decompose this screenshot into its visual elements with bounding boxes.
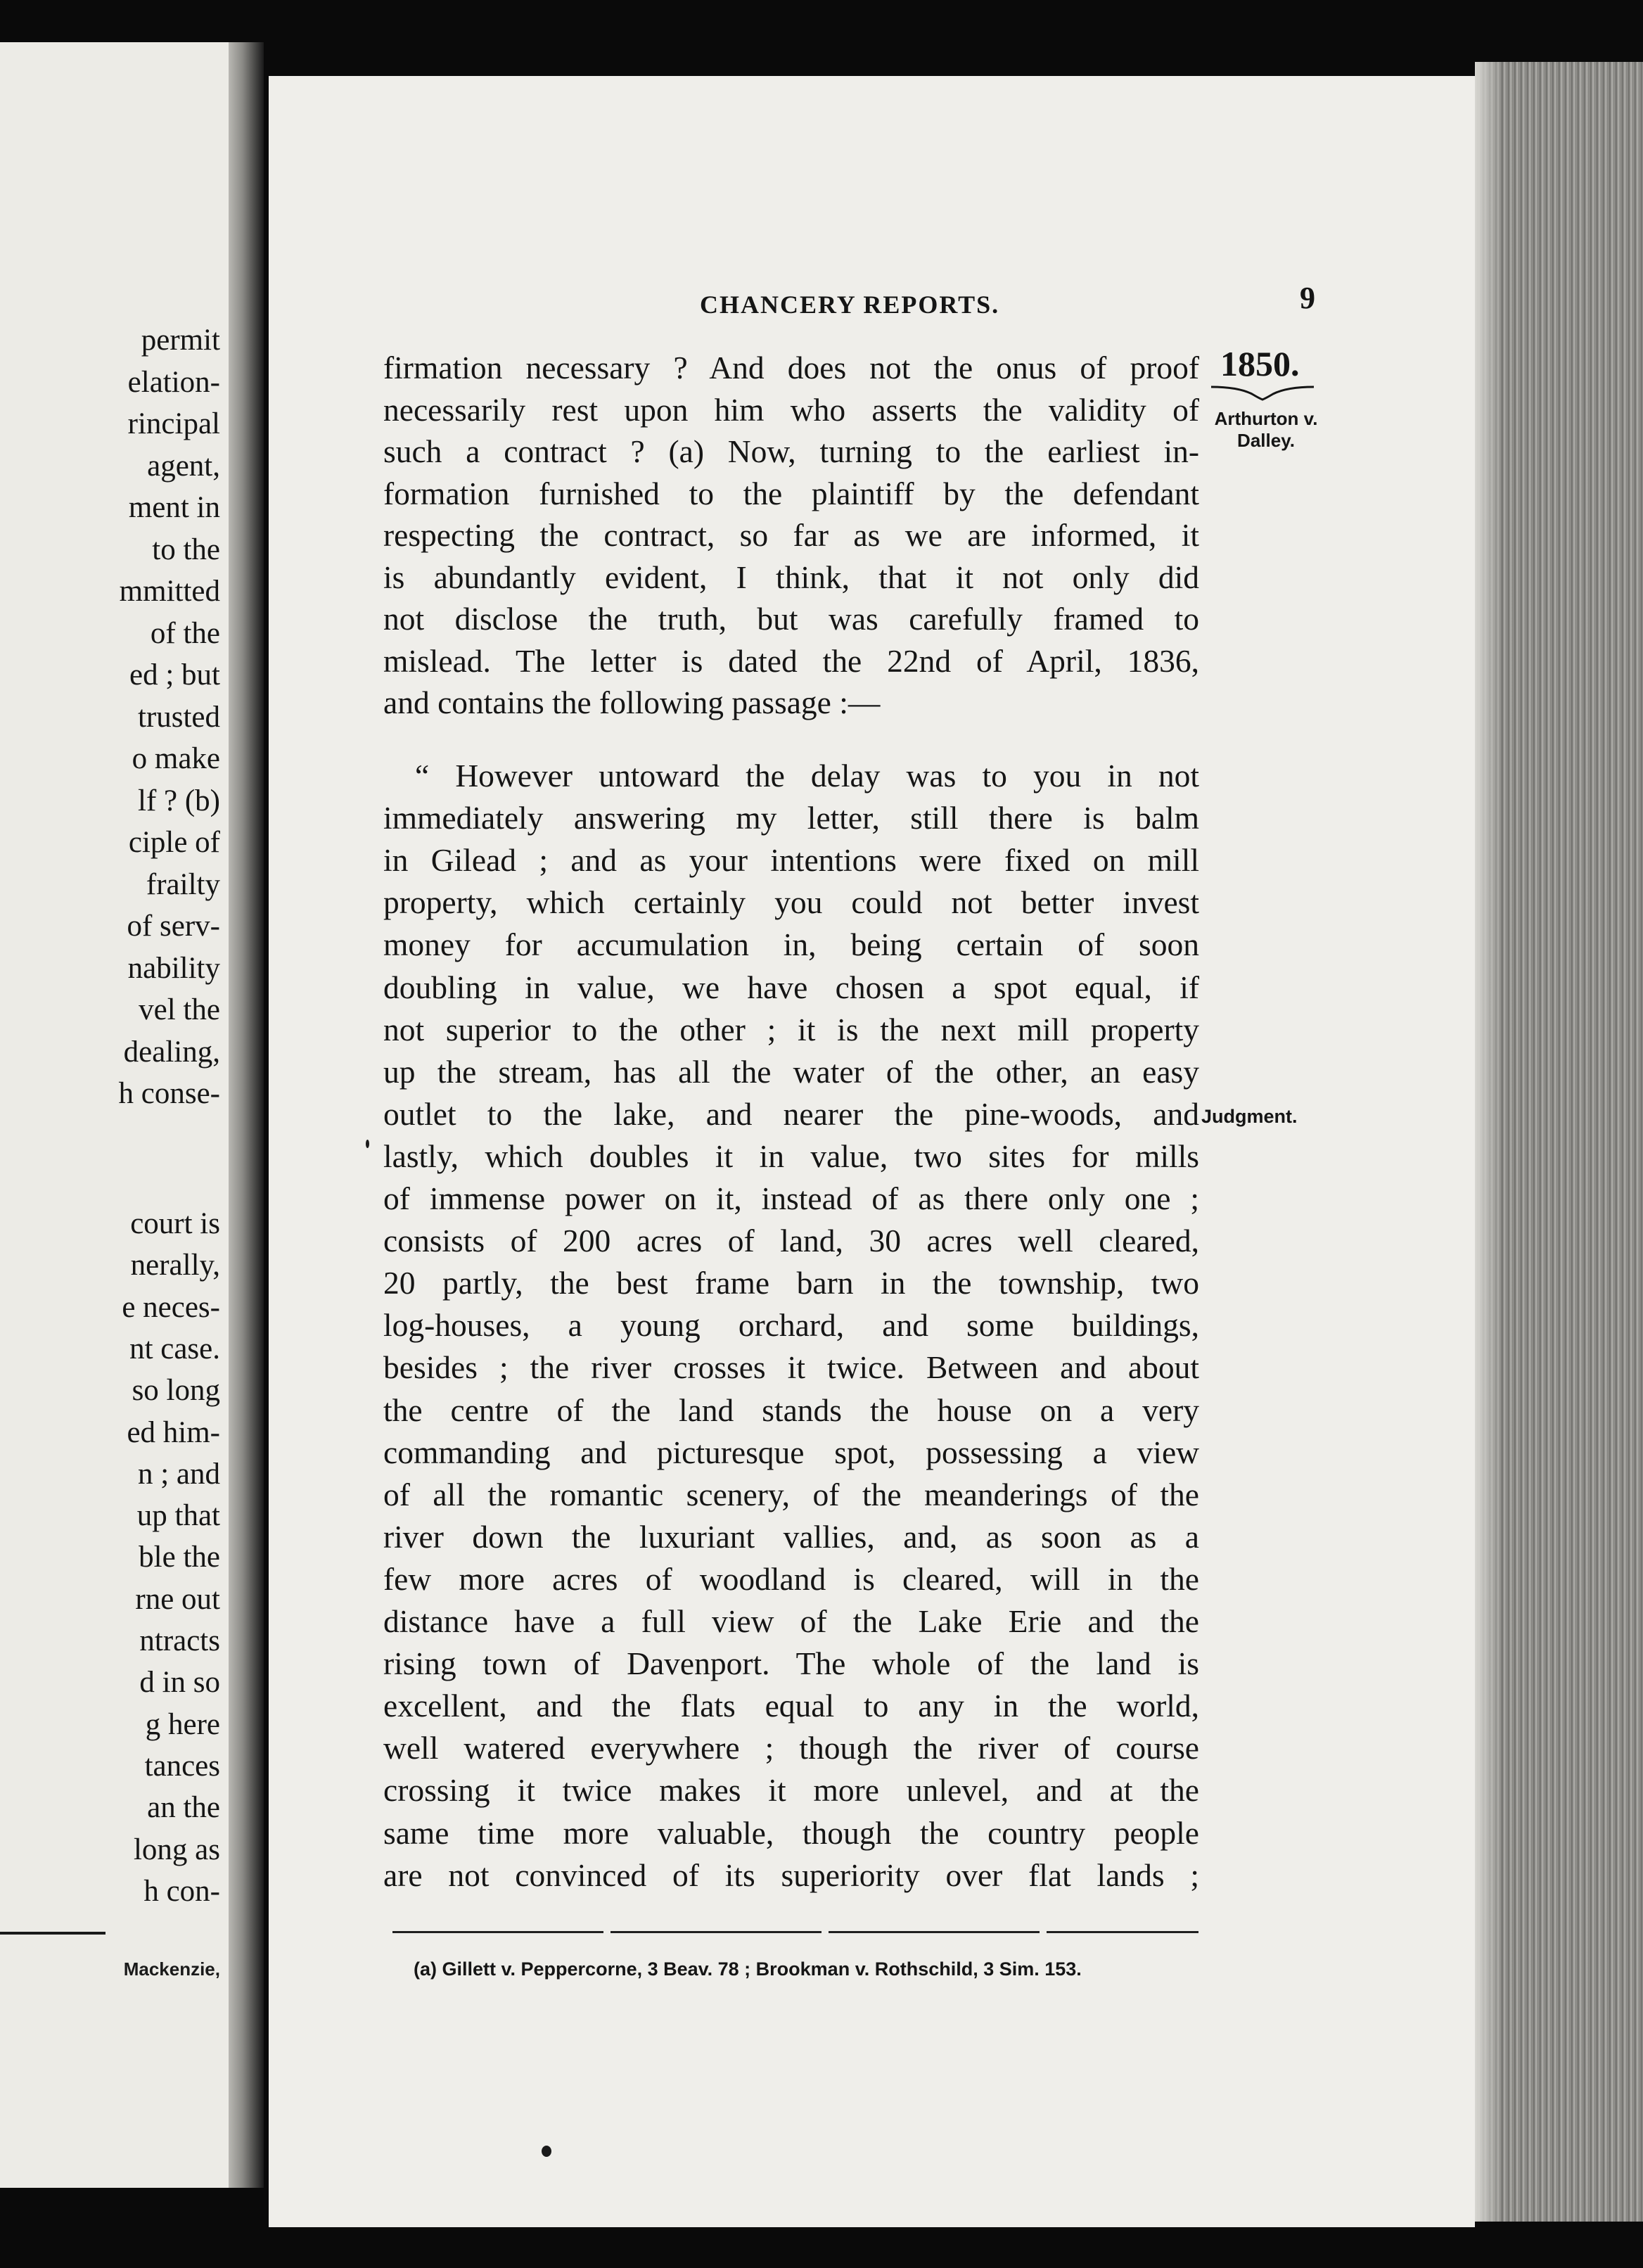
- left-page-line: d in so: [139, 1666, 220, 1700]
- text-line: of all the romantic scenery, of the meanderings of the: [383, 1476, 1199, 1512]
- left-page-line: h conse-: [118, 1077, 220, 1110]
- text-line: besides ; the river crosses it twice. Between and about: [383, 1349, 1199, 1386]
- footnote: (a) Gillett v. Peppercorne, 3 Beav. 78 ; Brookman v. Rothschild, 3 Sim. 153.: [414, 1958, 1082, 1980]
- text-line: of immense power on it, instead of as there only one ;: [383, 1180, 1199, 1216]
- left-page-line: ble the: [139, 1541, 220, 1574]
- text-line: commanding and picturesque spot, possessing a view: [383, 1434, 1199, 1470]
- text-line: doubling in value, we have chosen a spot equal, if: [383, 969, 1199, 1005]
- text-line: formation furnished to the plaintiff by the defendant: [383, 475, 1199, 511]
- left-page-line: nerally,: [130, 1249, 220, 1282]
- text-line: property, which certainly you could not better invest: [383, 884, 1199, 921]
- text-line: firmation necessary ? And does not the onus of proof: [383, 350, 1199, 386]
- left-page-line: e neces-: [122, 1290, 220, 1324]
- left-page-line: ment in: [128, 491, 220, 524]
- text-line: necessarily rest upon him who asserts the validity of: [383, 391, 1199, 428]
- text-line: the centre of the land stands the house on a very: [383, 1391, 1199, 1428]
- left-page-line: h con-: [143, 1874, 220, 1908]
- text-line: well watered everywhere ; though the river of course: [383, 1730, 1199, 1766]
- text-line: distance have a full view of the Lake Erie and the: [383, 1603, 1199, 1639]
- left-page-line: of the: [150, 616, 220, 650]
- book-edge-shade: [1475, 62, 1500, 2222]
- text-line: consists of 200 acres of land, 30 acres well cleared,: [383, 1223, 1199, 1259]
- text-line: immediately answering my letter, still there is balm: [383, 800, 1199, 836]
- text-line: 20 partly, the best frame barn in the township, two: [383, 1265, 1199, 1301]
- left-page-line: of serv-: [127, 910, 220, 943]
- left-page-footnote: Mackenzie,: [123, 1958, 220, 1980]
- margin-year: 1850.: [1220, 344, 1300, 383]
- text-line: in Gilead ; and as your intentions were fixed on mill: [383, 842, 1199, 879]
- text-line: not superior to the other ; it is the next mill property: [383, 1011, 1199, 1047]
- left-page-line: n ; and: [137, 1457, 220, 1491]
- left-page-line: ed him-: [127, 1415, 220, 1449]
- left-page-line: nability: [127, 951, 220, 985]
- left-page-line: o make: [132, 742, 220, 775]
- text-line: is abundantly evident, I think, that it not only did: [383, 559, 1199, 595]
- margin-brace-icon: [1210, 384, 1315, 401]
- left-page-line: rne out: [135, 1582, 220, 1616]
- text-line: “ However untoward the delay was to you in not: [415, 758, 1199, 794]
- scan-speck: [542, 2146, 551, 2157]
- scan-speck: [366, 1140, 369, 1148]
- text-line: lastly, which doubles it in value, two sites for mills: [383, 1138, 1199, 1174]
- text-line: crossing it twice makes it more unlevel, and at the: [383, 1772, 1199, 1809]
- left-page-line: agent,: [147, 449, 220, 483]
- left-page-line: frailty: [146, 867, 220, 901]
- left-page-line: up that: [136, 1499, 220, 1533]
- left-page-line: tances: [144, 1749, 220, 1783]
- text-line: log-houses, a young orchard, and some buildings,: [383, 1307, 1199, 1344]
- left-page-line: an the: [147, 1791, 220, 1825]
- text-line: same time more valuable, though the country people: [383, 1814, 1199, 1851]
- left-page-line: elation-: [127, 365, 220, 399]
- footnote-rule: [392, 1931, 1198, 1933]
- left-page-line: dealing,: [123, 1035, 220, 1069]
- left-page-line: nt case.: [129, 1332, 220, 1365]
- left-page-line: vel the: [139, 993, 220, 1026]
- left-page-line: ed ; but: [129, 658, 220, 692]
- margin-judgment-note: Judgment.: [1201, 1106, 1298, 1127]
- left-page-line: ntracts: [139, 1624, 220, 1657]
- left-page-gutter: [229, 42, 264, 2188]
- margin-case-name: [1196, 408, 1336, 452]
- left-page-line: mmitted: [119, 575, 220, 608]
- text-line: such a contract ? (a) Now, turning to the earliest in-: [383, 433, 1199, 469]
- text-line: outlet to the lake, and nearer the pine-woods, and: [383, 1095, 1199, 1132]
- text-line: mislead. The letter is dated the 22nd of April, 1836,: [383, 642, 1199, 679]
- text-line: respecting the contract, so far as we are informed, it: [383, 517, 1199, 553]
- text-line: few more acres of woodland is cleared, will in the: [383, 1560, 1199, 1597]
- left-page-line: permit: [141, 324, 220, 357]
- text-line: excellent, and the flats equal to any in the world,: [383, 1688, 1199, 1724]
- text-line: up the stream, has all the water of the other, an easy: [383, 1053, 1199, 1090]
- text-line: money for accumulation in, being certain of soon: [383, 926, 1199, 963]
- left-page-line: long as: [133, 1833, 220, 1866]
- left-page-rule: [0, 1932, 106, 1935]
- case-name-line-2: Dalley.: [1237, 430, 1295, 452]
- running-head: CHANCERY REPORTS.: [700, 291, 1000, 319]
- text-line: are not convinced of its superiority over flat lands ;: [383, 1856, 1199, 1893]
- text-line: rising town of Davenport. The whole of the land is: [383, 1645, 1199, 1682]
- left-page-line: court is: [130, 1207, 220, 1240]
- page-number: 9: [1300, 281, 1315, 315]
- text-line: and contains the following passage :—: [383, 684, 881, 720]
- text-line: river down the luxuriant vallies, and, as soon as a: [383, 1518, 1199, 1555]
- left-page-line: so long: [132, 1374, 220, 1408]
- text-line: not disclose the truth, but was carefully framed to: [383, 601, 1199, 637]
- left-page-fragment: [0, 42, 229, 2188]
- left-page-line: rincipal: [127, 407, 220, 440]
- left-page-line: g here: [145, 1707, 220, 1741]
- case-name-line-1: Arthurton v.: [1214, 408, 1318, 429]
- left-page-line: trusted: [137, 700, 220, 734]
- left-page-line: lf ? (b): [138, 784, 220, 817]
- left-page-line: ciple of: [128, 826, 220, 859]
- left-page-line: to the: [152, 533, 220, 566]
